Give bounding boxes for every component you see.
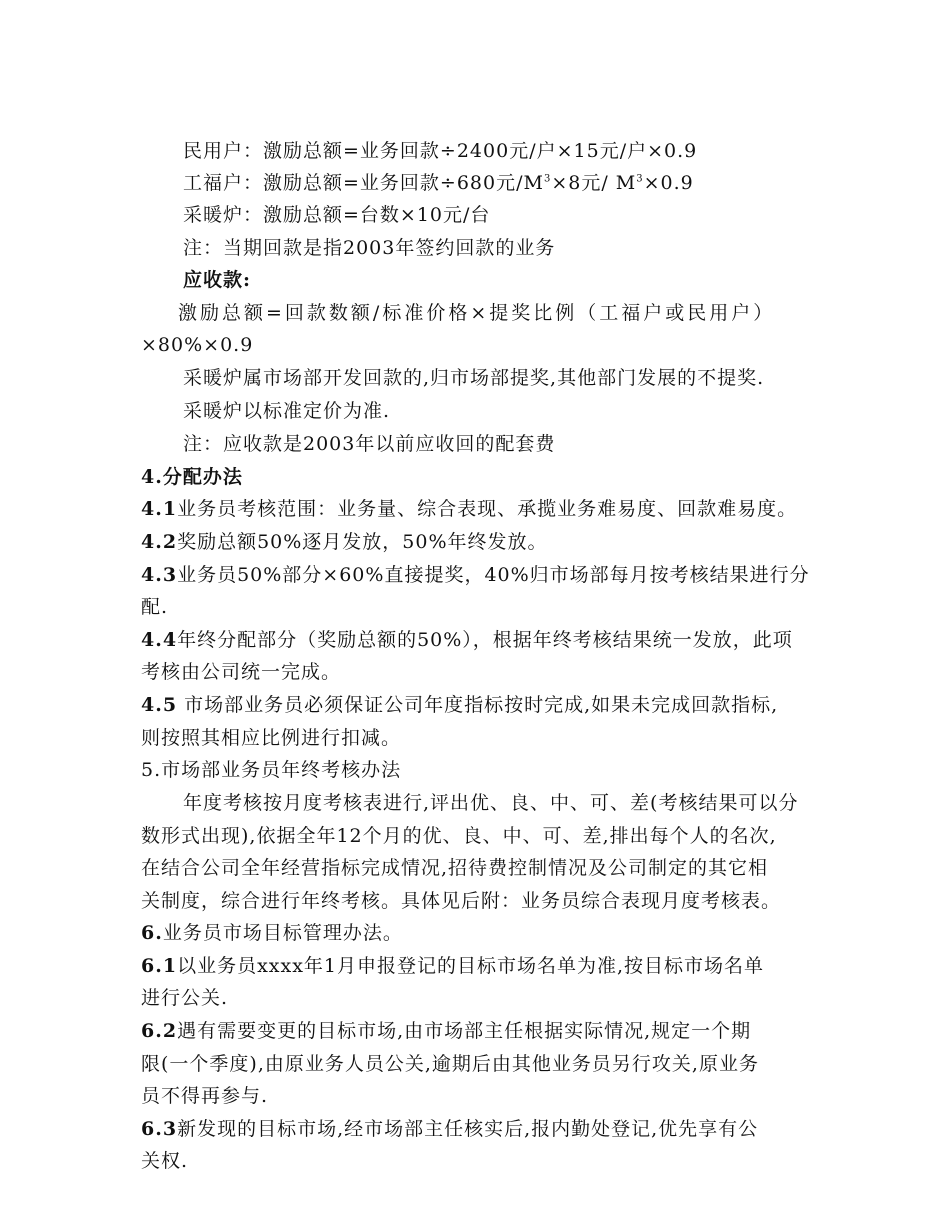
superscript-3: 3 xyxy=(636,173,644,185)
formula-industrial xyxy=(183,171,883,195)
item-text: 市场部业务员必须保证公司年度指标按时完成,如果未完成回款指标, xyxy=(177,694,779,716)
item-4-1 xyxy=(141,497,841,521)
section-5-para-line-1: 年度考核按月度考核表进行,评出优、良、中、可、差(考核结果可以分 xyxy=(183,792,799,814)
item-6-3-cont: 关权. xyxy=(141,1150,189,1172)
item-text: 新发现的目标市场,经市场部主任核实后,报内勤处登记,优先享有公 xyxy=(177,1118,759,1140)
section-4-heading: 4.分配办法 xyxy=(141,466,243,488)
formula-industrial-part2: ×8元/ M xyxy=(551,172,637,194)
receivables-heading: 应收款: xyxy=(183,269,252,291)
note-receivables: 注：应收款是2003年以前应收回的配套费 xyxy=(183,433,556,455)
item-text: 奖励总额50%逐月发放，50%年终发放。 xyxy=(177,531,548,553)
formula-receivables: 激励总额=回款数额/标准价格×提奖比例（工福户或民用户） xyxy=(178,302,776,324)
formula-industrial-part3: ×0.9 xyxy=(643,172,694,194)
item-text: 业务员50%部分×60%直接提奖，40%归市场部每月按考核结果进行分 xyxy=(177,564,810,586)
item-number: 6.1 xyxy=(141,955,178,977)
section-5-para-line-3: 在结合公司全年经营指标完成情况,招待费控制情况及公司制定的其它相 xyxy=(141,857,769,879)
section-number: 6. xyxy=(141,922,163,944)
item-text: 年终分配部分（奖励总额的50%），根据年终考核结果统一发放，此项 xyxy=(177,629,793,651)
formula-industrial-part1: 工福户：激励总额=业务回款÷680元/M xyxy=(183,172,544,194)
item-number: 4.4 xyxy=(141,629,178,651)
section-5-para-line-4: 关制度，综合进行年终考核。具体见后附：业务员综合表现月度考核表。 xyxy=(141,890,782,912)
item-4-4-cont: 考核由公司统一完成。 xyxy=(141,661,342,683)
item-4-5 xyxy=(141,693,841,717)
item-6-1 xyxy=(141,954,841,978)
item-6-2 xyxy=(141,1019,841,1043)
item-number: 4.5 xyxy=(141,694,178,716)
item-number: 4.3 xyxy=(141,564,178,586)
item-4-3 xyxy=(141,563,841,587)
item-number: 4.1 xyxy=(141,498,178,520)
formula-receivables-cont: ×80%×0.9 xyxy=(141,334,254,356)
formula-residential: 民用户：激励总额=业务回款÷2400元/户×15元/户×0.9 xyxy=(183,140,698,162)
item-number: 6.2 xyxy=(141,1020,178,1042)
item-6-2-cont-1: 限(一个季度),由原业务人员公关,逾期后由其他业务员另行攻关,原业务 xyxy=(141,1053,759,1075)
formula-heater: 采暖炉：激励总额=台数×10元/台 xyxy=(183,204,491,226)
item-4-3-cont: 配. xyxy=(141,596,169,618)
note-current-payment: 注：当期回款是指2003年签约回款的业务 xyxy=(183,237,556,259)
item-number: 6.3 xyxy=(141,1118,178,1140)
item-4-4 xyxy=(141,628,841,652)
section-title: 业务员市场目标管理办法。 xyxy=(162,922,403,944)
item-number: 4.2 xyxy=(141,531,178,553)
item-4-2 xyxy=(141,530,841,554)
item-6-1-cont: 进行公关. xyxy=(141,987,229,1009)
superscript-3: 3 xyxy=(543,173,552,185)
item-6-3 xyxy=(141,1117,841,1141)
item-text: 以业务员xxxx年1月申报登记的目标市场名单为准,按目标市场名单 xyxy=(177,955,765,977)
item-6-2-cont-2: 员不得再参与. xyxy=(141,1085,269,1107)
item-4-5-cont: 则按照其相应比例进行扣减。 xyxy=(141,727,402,749)
item-text: 业务员考核范围：业务量、综合表现、承揽业务难易度、回款难易度。 xyxy=(177,498,798,520)
item-text: 遇有需要变更的目标市场,由市场部主任根据实际情况,规定一个期 xyxy=(177,1020,752,1042)
section-5-heading: 5.市场部业务员年终考核办法 xyxy=(141,759,402,781)
section-6-heading xyxy=(141,921,841,945)
heater-price-rule: 采暖炉以标准定价为准. xyxy=(183,400,391,422)
section-5-para-line-2: 数形式出现),依据全年12个月的优、良、中、可、差,排出每个人的名次, xyxy=(141,825,777,847)
heater-rule: 采暖炉属市场部开发回款的,归市场部提奖,其他部门发展的不提奖. xyxy=(183,367,765,389)
